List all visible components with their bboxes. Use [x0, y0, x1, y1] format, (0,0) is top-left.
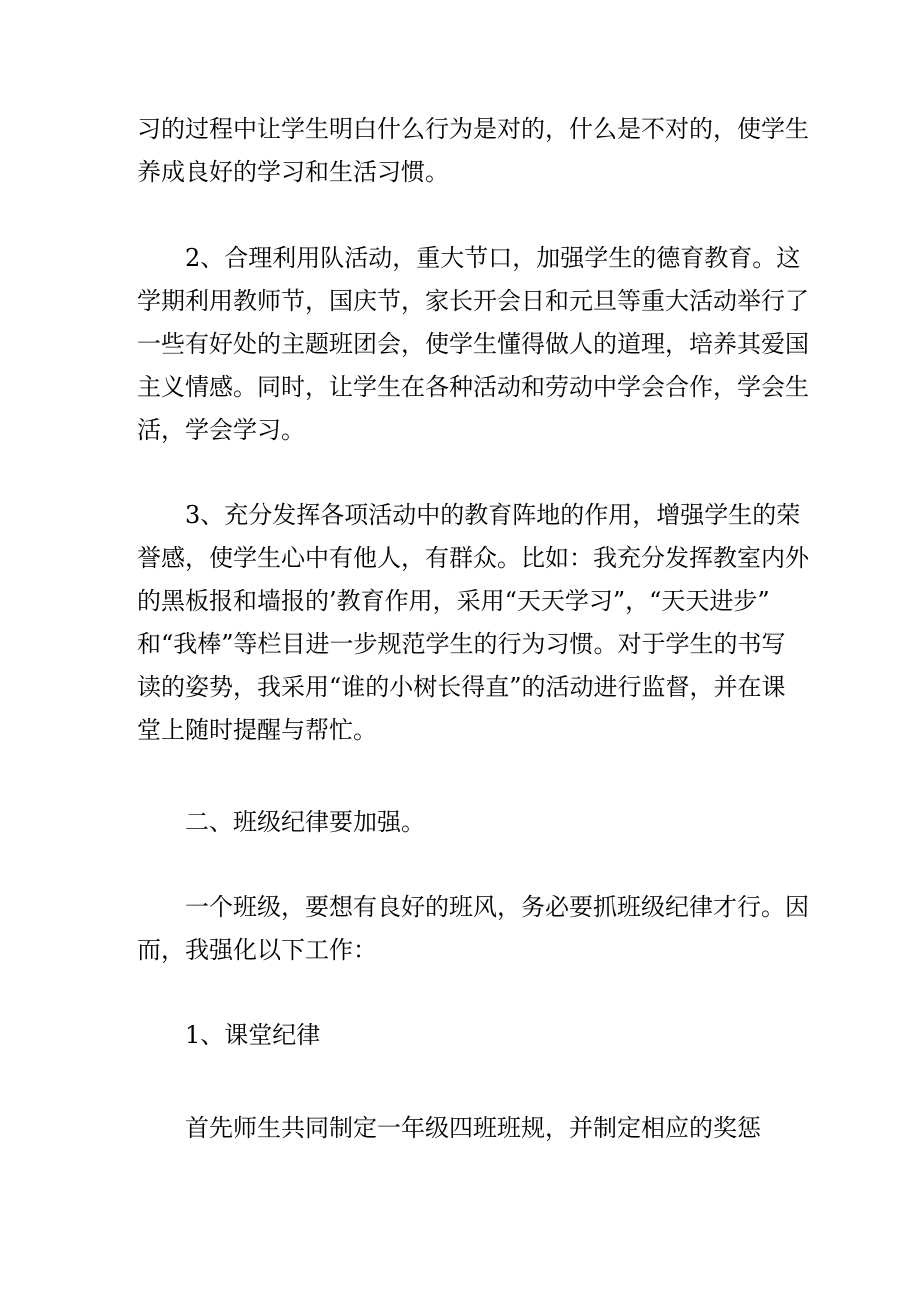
text-line: 而，我强化以下工作：: [137, 936, 377, 964]
text-line: 1、课堂纪律: [185, 1021, 321, 1049]
text-line: 一些有好处的主题班团会，使学生懂得做人的道理，培养其爱国: [137, 330, 809, 358]
text-line: 的黑板报和墙报的’教育作用，采用“天天学习”，“天天进步”: [137, 587, 770, 615]
text-line: 读的姿势，我采用“谁的小树长得直”的活动进行监督，并在课: [137, 673, 786, 701]
paragraph-rules: [137, 1107, 787, 1150]
paragraph-item-3: [137, 494, 809, 752]
text-line: 活，学会学习。: [137, 416, 305, 444]
text-line: 养成良好的学习和生活习惯。: [137, 158, 449, 186]
text-line: 3、充分发挥各项活动中的教育阵地的作用，增强学生的荣: [185, 501, 801, 529]
section-heading: [137, 801, 787, 844]
text-line: 习的过程中让学生明白什么行为是对的，什么是不对的，使学生: [137, 115, 809, 143]
paragraph-item-2: [137, 237, 809, 452]
text-line: 学期利用教师节，国庆节，家长开会日和元旦等重大活动举行了: [137, 287, 809, 315]
text-line: 首先师生共同制定一年级四班班规，并制定相应的奖惩: [185, 1114, 761, 1142]
text-line: 一个班级，要想有良好的班风，务必要抓班级纪律才行。因: [185, 893, 809, 921]
paragraph-intro: [137, 886, 809, 972]
text-line: 主义情感。同时，让学生在各种活动和劳动中学会合作，学会生: [137, 373, 809, 401]
text-line: 2、合理利用队活动，重大节口，加强学生的德育教育。这: [185, 244, 801, 272]
text-line: 誉感，使学生心中有他人，有群众。比如：我充分发挥教室内外: [137, 544, 809, 572]
paragraph-continuation: [137, 108, 809, 194]
subheading-classroom-discipline: [137, 1014, 787, 1057]
text-line: 二、班级纪律要加强。: [185, 808, 425, 836]
text-line: 堂上随时提醒与帮忙。: [137, 716, 377, 744]
text-line: 和“我棒”等栏目进一步规范学生的行为习惯。对于学生的书写: [137, 630, 786, 658]
